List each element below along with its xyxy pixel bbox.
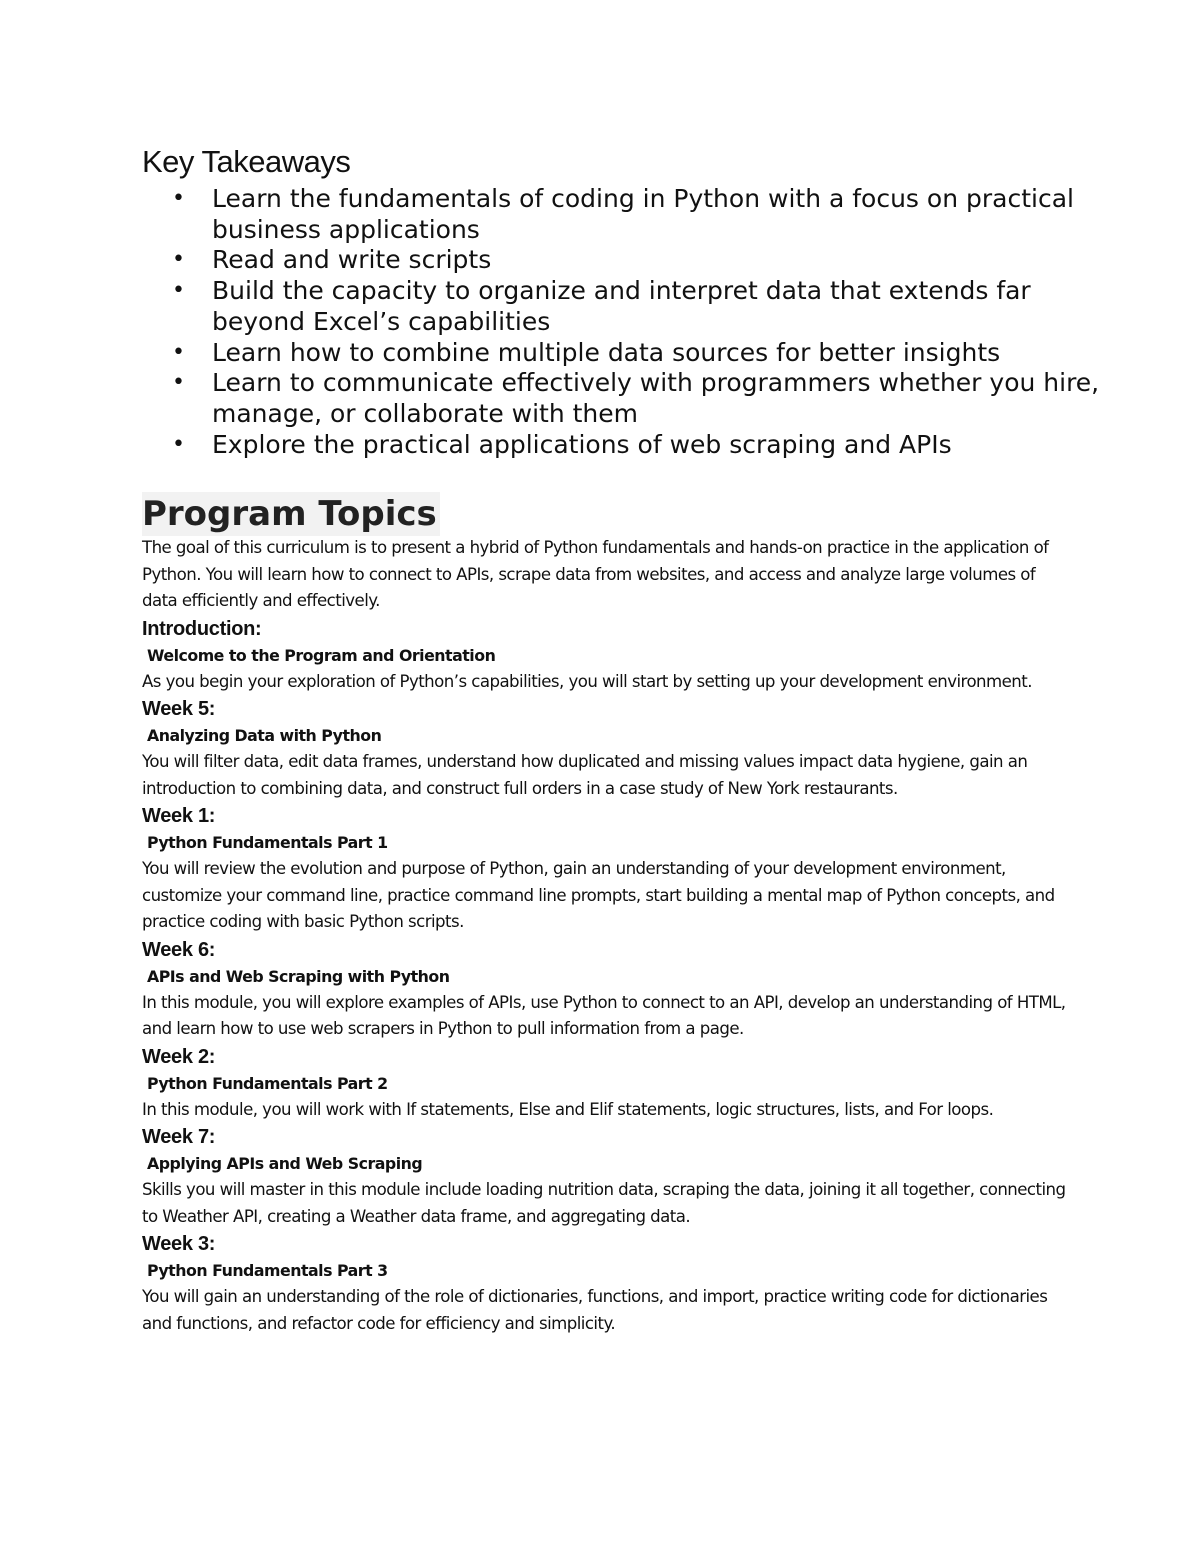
module-title: Analyzing Data with Python (147, 726, 382, 745)
section-heading: Week 6: (142, 938, 216, 961)
list-item-text: Read and write scripts (212, 245, 492, 275)
section-heading: Week 5: (142, 698, 216, 720)
section-heading: Introduction: (142, 617, 262, 640)
section-heading: Week 7: (142, 1126, 216, 1148)
module-title: Python Fundamentals Part 2 (147, 1073, 388, 1093)
section-week-3 (142, 1230, 1072, 1337)
module-description: As you begin your exploration of Python’s capabilities, you will start by setting up your development environment. (142, 671, 1032, 691)
section-week-5 (142, 695, 1072, 802)
section-heading: Week 3: (142, 1233, 216, 1255)
section-week-7 (142, 1123, 1072, 1230)
list-item-text: Learn the fundamentals of coding in Python with a focus on practical business applications (212, 184, 1074, 244)
list-item (142, 184, 1102, 245)
module-title: Python Fundamentals Part 1 (147, 833, 388, 852)
bullet-icon: • (172, 370, 185, 396)
module-description: Skills you will master in this module include loading nutrition data, scraping the data, joining it all together, connecting to Weather API, creating a Weather data frame, and aggregating data. (142, 1180, 1066, 1226)
bullet-icon: • (172, 431, 185, 457)
program-topics-content (142, 535, 1072, 1337)
module-title: Welcome to the Program and Orientation (147, 645, 496, 665)
list-item (142, 368, 1102, 429)
key-takeaways-list (142, 184, 1102, 460)
module-description: In this module, you will work with If statements, Else and Elif statements, logic structures, lists, and For loops. (142, 1099, 994, 1119)
section-heading: Week 1: (142, 805, 216, 827)
bullet-icon: • (172, 339, 185, 365)
bullet-icon: • (172, 247, 185, 273)
module-title: Applying APIs and Web Scraping (147, 1154, 423, 1173)
module-description: You will review the evolution and purpose of Python, gain an understanding of your development environment, customize your command line, practice command line prompts, start building a mental map of Python concepts, and practice coding with basic Python scripts. (142, 859, 1055, 931)
list-item (142, 338, 1102, 369)
module-description: In this module, you will explore examples of APIs, use Python to connect to an API, develop an understanding of HTML, and learn how to use web scrapers in Python to pull information from a page. (142, 992, 1066, 1038)
section-heading: Week 2: (142, 1045, 216, 1068)
list-item (142, 276, 1102, 337)
section-week-1 (142, 802, 1072, 936)
bullet-icon: • (172, 278, 185, 304)
key-takeaways-heading: Key Takeaways (142, 144, 351, 179)
list-item-text: Build the capacity to organize and interpret data that extends far beyond Excel’s capabilities (212, 276, 1031, 336)
section-week-6 (142, 936, 1072, 1043)
module-title: APIs and Web Scraping with Python (147, 966, 450, 986)
list-item-text: Learn to communicate effectively with programmers whether you hire, manage, or collaborate with them (212, 368, 1100, 428)
section-introduction (142, 615, 1072, 696)
section-week-2 (142, 1043, 1072, 1124)
program-topics-heading: Program Topics (142, 492, 440, 536)
curriculum-intro: The goal of this curriculum is to present a hybrid of Python fundamentals and hands-on practice in the application of Python. You will learn how to connect to APIs, scrape data from websites, and access and analyze large volumes of data efficiently and effectively. (142, 538, 1049, 610)
list-item (142, 245, 1102, 276)
bullet-icon: • (172, 186, 185, 211)
module-description: You will gain an understanding of the role of dictionaries, functions, and import, practice writing code for dictionaries and functions, and refactor code for efficiency and simplicity. (142, 1287, 1048, 1333)
list-item (142, 430, 1102, 461)
module-title: Python Fundamentals Part 3 (147, 1261, 388, 1280)
module-description: You will filter data, edit data frames, understand how duplicated and missing values impact data hygiene, gain an introduction to combining data, and construct full orders in a case study of New York restaurants. (142, 752, 1028, 798)
list-item-text: Learn how to combine multiple data sources for better insights (212, 337, 1001, 367)
list-item-text: Explore the practical applications of web scraping and APIs (212, 429, 952, 459)
